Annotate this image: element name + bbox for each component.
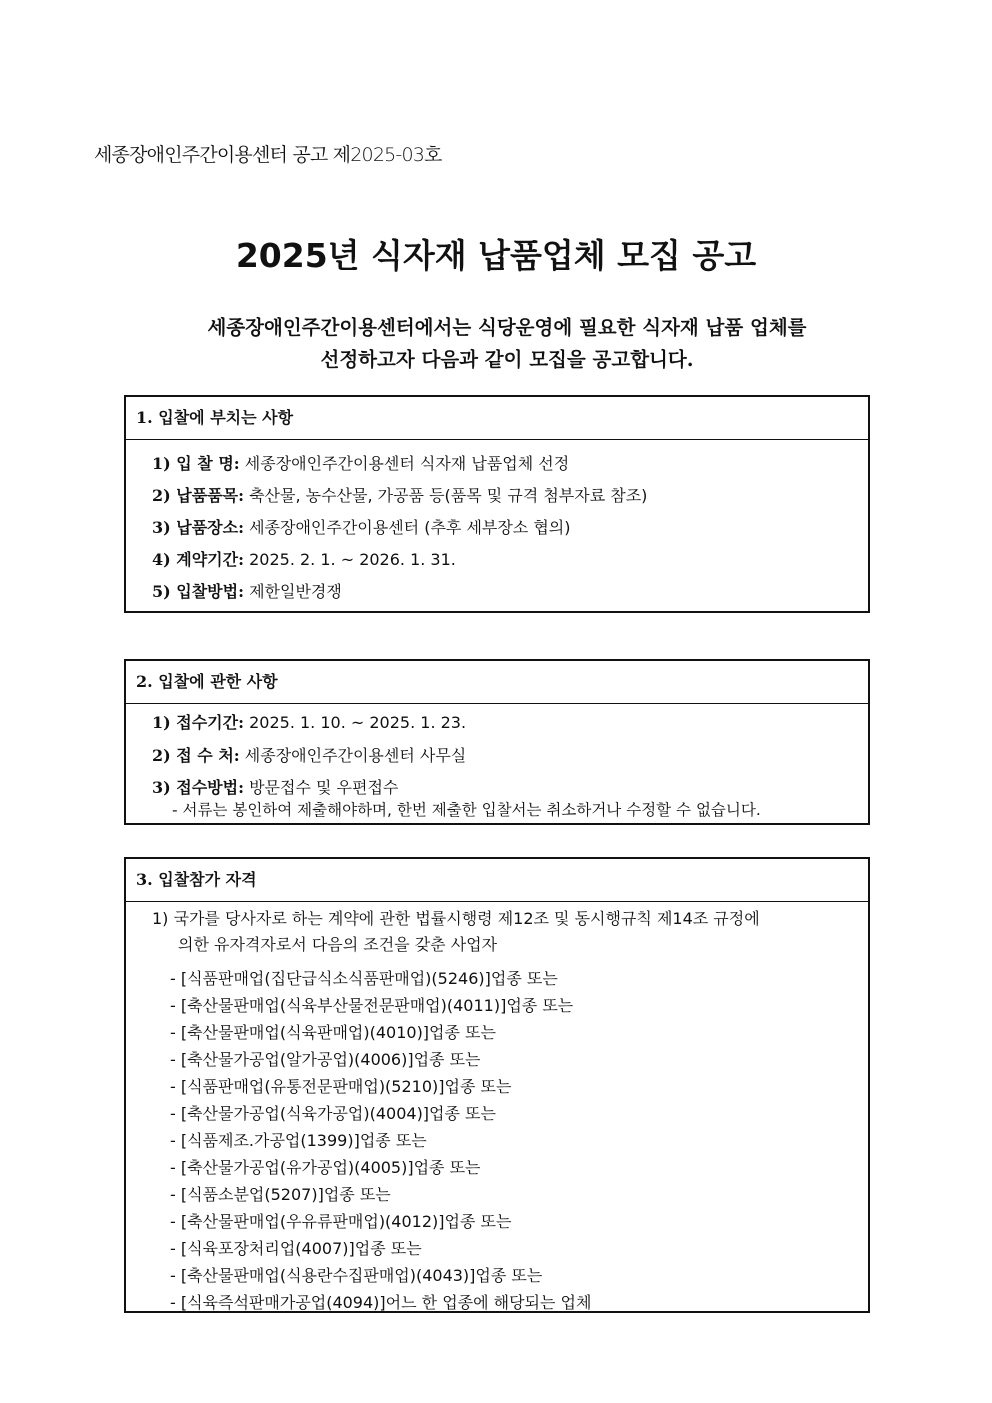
item-value: 2025. 1. 10. ~ 2025. 1. 23. xyxy=(244,713,467,732)
section-heading: 3. 입찰참가 자격 xyxy=(126,859,868,902)
item-value: 방문접수 및 우편접수 xyxy=(244,778,399,797)
list-item: - [축산물판매업(식육부산물전문판매업)(4011)]업종 또는 xyxy=(170,996,574,1015)
eligibility-lead-1: 1) 국가를 당사자로 하는 계약에 관한 법률시행령 제12조 및 동시행규칙 제14조 규정에 xyxy=(152,909,760,928)
item-value: 축산물, 농수산물, 가공품 등(품목 및 규격 첨부자료 참조) xyxy=(244,486,648,505)
item-value: 세종장애인주간이용센터 식자재 납품업체 선정 xyxy=(239,454,570,473)
eligibility-lead-2: 의한 유자격자로서 다음의 조건을 갖춘 사업자 xyxy=(178,935,498,954)
item-label: 3) 접수방법: xyxy=(152,778,245,797)
list-item xyxy=(152,579,342,602)
list-item xyxy=(152,515,571,538)
submission-note: - 서류는 봉인하여 제출해야하며, 한번 제출한 입찰서는 취소하거나 수정할 수 없습니다. xyxy=(172,801,761,819)
intro-line-2: 선정하고자 다음과 같이 모집을 공고합니다. xyxy=(320,348,694,371)
intro-text xyxy=(0,312,992,376)
list-item: - [축산물가공업(알가공업)(4006)]업종 또는 xyxy=(170,1050,481,1069)
list-item: - [식품판매업(유통전문판매업)(5210)]업종 또는 xyxy=(170,1077,512,1096)
list-item: - [식육즉석판매가공업(4094)]어느 한 업종에 해당되는 업체 xyxy=(170,1293,592,1312)
list-item xyxy=(152,710,466,733)
item-value: 세종장애인주간이용센터 (추후 세부장소 협의) xyxy=(244,518,571,537)
section-bidding-details xyxy=(124,659,870,825)
item-value: 2025. 2. 1. ~ 2026. 1. 31. xyxy=(244,550,456,569)
item-label: 1) 접수기간: xyxy=(152,713,245,732)
list-item xyxy=(152,547,456,570)
item-label: 2) 납품품목: xyxy=(152,486,245,505)
list-item: - [식품소분업(5207)]업종 또는 xyxy=(170,1185,391,1204)
list-item xyxy=(152,451,569,474)
item-label: 1) 입 찰 명: xyxy=(152,454,240,473)
section-heading: 1. 입찰에 부치는 사항 xyxy=(126,397,868,440)
item-label: 4) 계약기간: xyxy=(152,550,245,569)
list-item xyxy=(152,743,466,766)
notice-number: 세종장애인주간이용센터 공고 제2025-03호 xyxy=(94,144,442,166)
section-heading: 2. 입찰에 관한 사항 xyxy=(126,661,868,704)
list-item: - [식품제조.가공업(1399)]업종 또는 xyxy=(170,1131,427,1150)
list-item: - [축산물판매업(식용란수집판매업)(4043)]업종 또는 xyxy=(170,1266,543,1285)
list-item: - [식육포장처리업(4007)]업종 또는 xyxy=(170,1239,422,1258)
section-bidding-items xyxy=(124,395,870,613)
item-value: 세종장애인주간이용센터 사무실 xyxy=(239,746,467,765)
list-item: - [축산물가공업(유가공업)(4005)]업종 또는 xyxy=(170,1158,481,1177)
section-eligibility xyxy=(124,857,870,1313)
list-item: - [축산물판매업(식육판매업)(4010)]업종 또는 xyxy=(170,1023,496,1042)
list-item xyxy=(152,775,398,798)
item-label: 5) 입찰방법: xyxy=(152,582,245,601)
list-item xyxy=(152,483,647,506)
item-value: 제한일반경쟁 xyxy=(244,582,342,601)
intro-line-1: 세종장애인주간이용센터에서는 식당운영에 필요한 식자재 납품 업체를 xyxy=(207,316,807,339)
item-label: 2) 접 수 처: xyxy=(152,746,240,765)
list-item: - [축산물판매업(우유류판매업)(4012)]업종 또는 xyxy=(170,1212,512,1231)
item-label: 3) 납품장소: xyxy=(152,518,245,537)
list-item: - [축산물가공업(식육가공업)(4004)]업종 또는 xyxy=(170,1104,496,1123)
list-item: - [식품판매업(집단급식소식품판매업)(5246)]업종 또는 xyxy=(170,969,558,988)
page-title: 2025년 식자재 납품업체 모집 공고 xyxy=(235,236,757,275)
